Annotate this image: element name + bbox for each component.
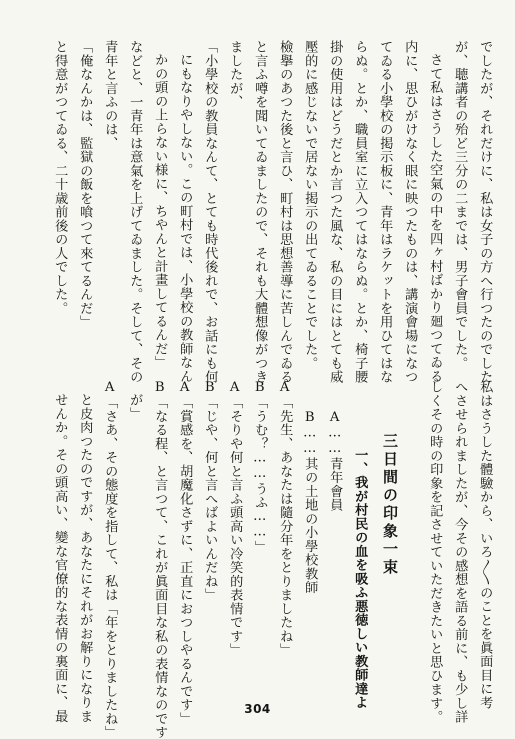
dialogue-line: が」 <box>127 393 143 421</box>
dialogue-line: A「そりや何と言ふ頭高い冷笑的表情です」 <box>227 380 243 657</box>
text-line: 檢擧のあつた後と言ひ、町村は思想善導に苦しんでゐる <box>277 40 293 384</box>
text-line: が、聴講者の殆ど三分の二までは、男子會員でした。 <box>452 40 468 370</box>
text-line: てゐる小學校の掲示板に、青年はラケットを用ひてはな <box>377 40 393 384</box>
sub-heading: 一、我が村民の血を吸ふ悪徳しい教師達よ <box>352 448 368 710</box>
text-line: 壓的に感じないで居ない掲示の出てゐることでした。 <box>302 40 318 370</box>
speaker-a-definition: A……青年會員 <box>327 410 343 512</box>
dialogue-line: A「賞感を、胡魔化さずに、正直におつしやるんです」 <box>177 380 193 726</box>
text-line: 掛の使用はどうだとか言つた風な、私の目にはとても威 <box>327 40 343 384</box>
text-line: 青年と言ふのは、 <box>102 40 118 150</box>
section-gap <box>20 358 493 359</box>
text-line: と言ふ噂を聞いてゐましたので、それも大體想像がつき <box>252 40 268 384</box>
dialogue-line: A「さあ、その態度を指して、私は「年をとりましたね」 <box>102 380 118 739</box>
text-line: らぬ。とか、職員室に立入つてはならぬ。とか、椅子腰 <box>352 40 368 384</box>
dialogue-line: A「先生、あなたは隨分年をとりましたね」 <box>277 380 293 657</box>
section-heading: 三日間の印象一束 <box>381 433 399 577</box>
text-line: にもなりやしない。この町村では、小學校の教師なん <box>177 53 193 383</box>
text-line: と得意がつてゐる、二十歳前後の人でした。 <box>52 40 68 315</box>
dialogue-line: B「じや、何と言へばよいんだね」 <box>202 380 218 602</box>
text-line: へさせられましたが、今その感想を語る前に、も少し詳 <box>452 380 468 724</box>
text-line: 「俺なんかは、監獄の飯を喰つて來てるんだ」 <box>77 40 93 329</box>
dialogue-line: B「なる程、と言つて、これが眞面目な私の表情なのです <box>152 380 168 739</box>
dialogue-line: せんか。その頭高い、變な官僚的な表情の裏面に、最 <box>52 393 68 723</box>
text-line: などと、一青年は意氣を上げてゐました。そして、その <box>127 40 143 384</box>
text-line: 内に、思ひがけなく眼に映つたものは、講演會場になつ <box>402 40 418 384</box>
dialogue-line: と皮肉つたのですが、あなたにそれがお解りになりま <box>77 393 93 723</box>
speaker-b-definition: B……其の土地の小學校教師 <box>302 410 318 595</box>
text-line: しくその時の印象を記させていただきたいと思ひます。 <box>427 380 443 724</box>
text-line: 私はさうした體驗から、いろ〳〵のことを眞面目に考 <box>477 380 493 710</box>
text-line: ましたが、 <box>227 40 243 109</box>
text-line: さて私はさうした空氣の中を四ヶ村ばかり廻つてゐる <box>427 53 443 383</box>
text-line: かの頭の上らない様に、ちやんと計畫してるんだ」 <box>152 53 168 370</box>
text-line: 「小學校の教員なんて、とても時代後れで、お話にも何 <box>202 40 218 384</box>
dialogue-line: B「うむ？……うふ……」 <box>252 380 268 554</box>
page-number: 304 <box>244 702 271 716</box>
text-line: でしたが、それだけに、私は女子の方へ行つたのでした <box>477 40 493 384</box>
